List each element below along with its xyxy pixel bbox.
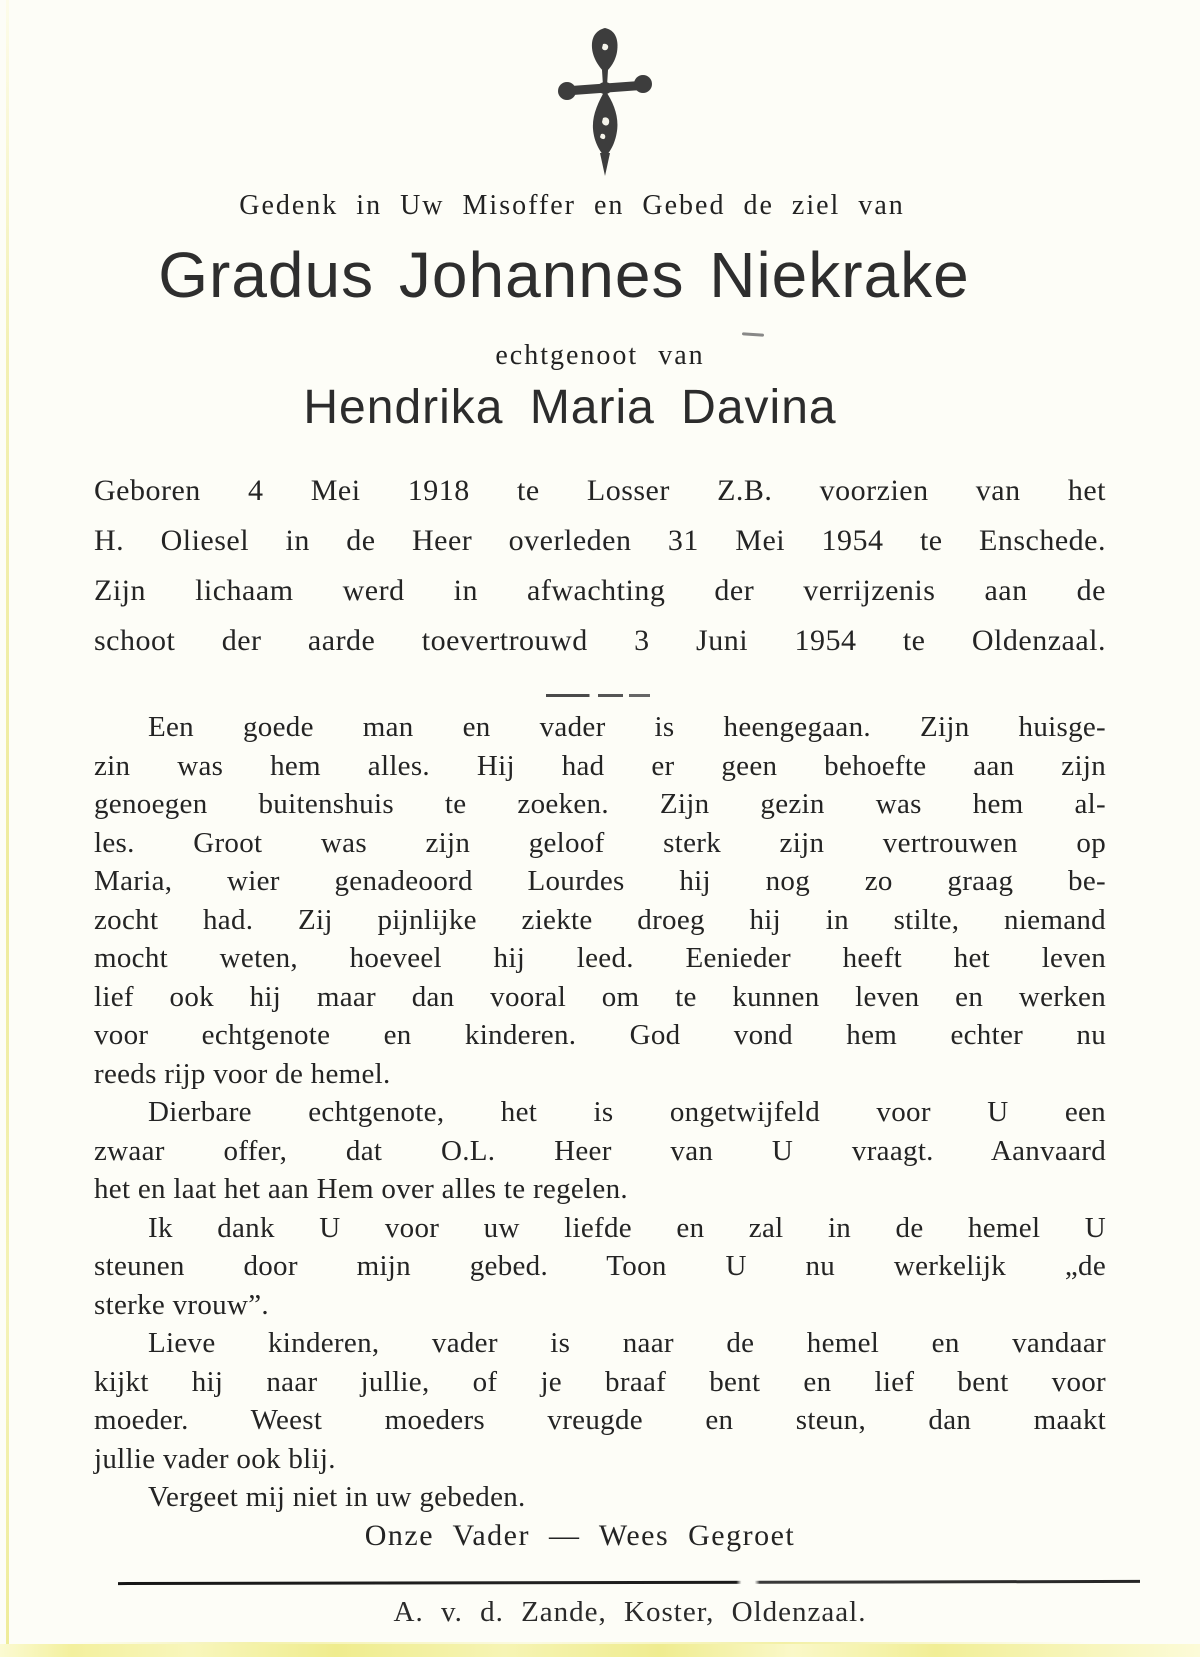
body-line: Lieve kinderen, vader is naar de hemel en vandaar xyxy=(148,1327,1106,1359)
body-line: sterke vrouw”. xyxy=(94,1288,269,1321)
intro-text: Gedenk in Uw Misoffer en Gebed de ziel van xyxy=(239,190,905,221)
body-line: Vergeet mij niet in uw gebeden. xyxy=(148,1481,526,1513)
body-line: lief ook hij maar dan vooral om te kunnen leven en werken xyxy=(94,980,1106,1013)
footer-rule xyxy=(118,1580,1140,1585)
printer-credit: A. v. d. Zande, Koster, Oldenzaal. xyxy=(393,1596,867,1628)
body-line: les. Groot was zijn geloof sterk zijn vertrouwen op xyxy=(94,826,1106,859)
body-line: mocht weten, hoeveel hij leed. Eenieder heeft het leven xyxy=(94,942,1106,974)
relation-text: echtgenoot van xyxy=(495,340,705,371)
body-line: voor echtgenote en kinderen. God vond hem echter nu xyxy=(94,1019,1106,1051)
body-line: Een goede man en vader is heengegaan. Zijn huisge- xyxy=(148,711,1106,743)
vitals-line: schoot der aarde toevertrouwd 3 Juni 1954 te Oldenzaal. xyxy=(94,624,1106,657)
prayer-line: Onze Vader — Wees Gegroet xyxy=(364,1519,796,1552)
section-divider xyxy=(546,694,650,697)
body-line: reeds rijp voor de hemel. xyxy=(94,1057,391,1090)
body-line: Maria, wier genadeoord Lourdes hij nog zo graag be- xyxy=(94,865,1106,897)
body-line: zocht had. Zij pijnlijke ziekte droeg hij in stilte, niemand xyxy=(94,903,1106,936)
body-line: steunen door mijn gebed. Toon U nu werkelijk „de xyxy=(94,1250,1106,1282)
memorial-text xyxy=(94,708,1106,1517)
body-line: zin was hem alles. Hij had er geen behoefte aan zijn xyxy=(94,749,1106,782)
body-line: kijkt hij naar jullie, of je braaf bent en lief bent voor xyxy=(94,1365,1106,1398)
body-line: Ik dank U voor uw liefde en zal in de hemel U xyxy=(148,1211,1106,1244)
deceased-name: Gradus Johannes Niekrake xyxy=(158,239,970,311)
spouse-name: Hendrika Maria Davina xyxy=(303,381,837,434)
vitals-line: H. Oliesel in de Heer overleden 31 Mei 1954 te Enschede. xyxy=(94,524,1106,557)
body-line: het en laat het aan Hem over alles te regelen. xyxy=(94,1173,628,1205)
body-line: Dierbare echtgenote, het is ongetwijfeld voor U een xyxy=(148,1096,1106,1128)
vitals-paragraph xyxy=(94,466,1106,666)
body-line: moeder. Weest moeders vreugde en steun, dan maakt xyxy=(94,1404,1106,1436)
body-line: zwaar offer, dat O.L. Heer van U vraagt. Aanvaard xyxy=(94,1134,1106,1167)
vitals-line: Geboren 4 Mei 1918 te Losser Z.B. voorzien van het xyxy=(94,474,1106,507)
body-line: genoegen buitenshuis te zoeken. Zijn gezin was hem al- xyxy=(94,788,1106,820)
vitals-line: Zijn lichaam werd in afwachting der verrijzenis aan de xyxy=(94,574,1106,607)
cross-icon xyxy=(557,26,653,176)
body-line: jullie vader ook blij. xyxy=(94,1442,336,1475)
scan-underline-artifact xyxy=(742,332,764,337)
scan-edge-bottom xyxy=(0,1644,1200,1657)
